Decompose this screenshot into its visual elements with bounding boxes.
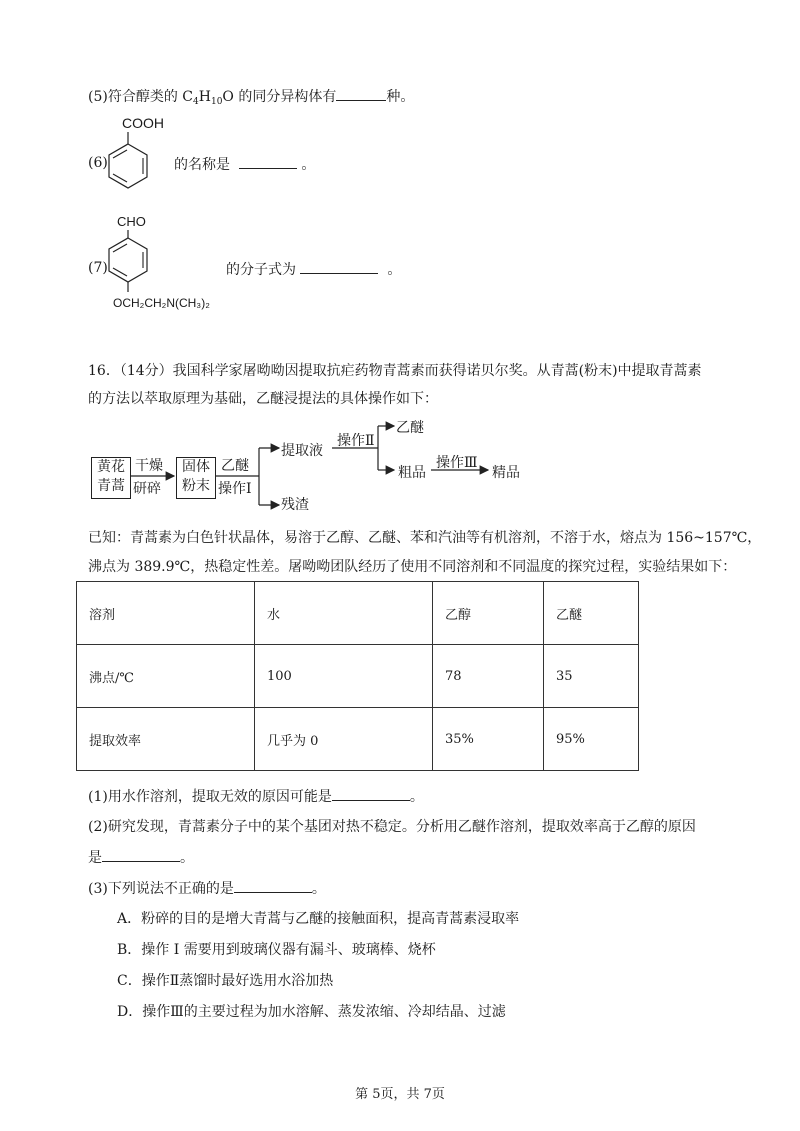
table-row [77,582,639,645]
answer-blank[interactable] [102,847,180,862]
table-row [77,645,639,708]
answer-blank[interactable] [332,786,410,801]
table-cell: 100 [255,645,433,708]
flow-box-powder: 固体 粉末 [176,457,216,499]
table-cell: 95% [544,708,639,771]
flow-op3: 操作Ⅲ [436,455,478,471]
flow-step2-bottom: 操作Ⅰ [218,481,252,497]
option-d[interactable]: D．操作Ⅲ的主要过程为加水溶解、蒸发浓缩、冷却结晶、过滤 [117,1004,506,1020]
table-cell: 沸点/℃ [77,645,255,708]
flow-step2-top: 乙醚 [221,458,249,474]
table-cell: 乙醚 [544,582,639,645]
table-cell: 水 [255,582,433,645]
table-cell: 35 [544,645,639,708]
table-cell: 几乎为 0 [255,708,433,771]
table-row [77,708,639,771]
flow-op2: 操作Ⅱ [337,433,375,449]
sub-question-3: (3)下列说法不正确的是 。 [88,878,326,898]
flow-fine: 精品 [492,465,520,481]
table-cell: 35% [433,708,544,771]
q16-known-line2: 沸点为 389.9℃，热稳定性差。屠呦呦团队经历了使用不同溶剂和不同温度的探究过程，实验结果如下： [88,559,737,575]
question-7-num: (7) [88,260,108,276]
flow-crude: 粗品 [398,465,426,481]
q16-intro-line1: 16．（14分）我国科学家屠呦呦因提取抗疟药物青蒿素而获得诺贝尔奖。从青蒿(粉末)中提取青蒿素 [88,363,702,379]
structure-group-top: CHO [117,214,146,229]
structure-group-label: COOH [122,115,164,131]
structure-group-bottom: OCH₂CH₂N(CH₃)₂ [113,296,210,310]
table-cell: 乙醇 [433,582,544,645]
sub-question-2-line2: 是 。 [88,847,194,867]
sub-question-2-line1: (2)研究发现，青蒿素分子中的某个基团对热不稳定。分析用乙醚作溶剂，提取效率高于乙醇的原因 [88,819,696,835]
flow-residue: 残渣 [281,497,309,513]
flow-step1-bottom: 研碎 [133,481,161,497]
option-b[interactable]: B．操作 I 需要用到玻璃仪器有漏斗、玻璃棒、烧杯 [117,942,436,958]
q16-intro-line2: 的方法以萃取原理为基础，乙醚浸提法的具体操作如下： [88,391,438,407]
question-7-text: 的分子式为 。 [226,259,401,279]
flow-step1-top: 干燥 [135,458,163,474]
results-table [76,581,639,771]
flow-ether: 乙醚 [396,420,424,436]
option-a[interactable]: A．粉碎的目的是增大青蒿与乙醚的接触面积，提高青蒿素浸取率 [117,911,520,927]
question-6-num: (6) [88,155,108,171]
question-6-text: 的名称是 。 [174,154,315,174]
flow-box-raw: 黄花 青蒿 [91,457,131,499]
table-cell: 溶剂 [77,582,255,645]
sub-question-1: (1)用水作溶剂，提取无效的原因可能是 。 [88,786,424,806]
option-c[interactable]: C．操作Ⅱ蒸馏时最好选用水浴加热 [117,973,334,989]
flow-arrows [0,0,800,560]
flow-extract: 提取液 [281,443,323,459]
question-5: (5)符合醇类的 $C_4H_{10}O$ 的同分异构体有 种。 [88,86,414,107]
answer-blank[interactable] [234,878,312,893]
table-cell: 提取效率 [77,708,255,771]
page-footer: 第 5页，共 7页 [355,1087,445,1102]
table-cell: 78 [433,645,544,708]
q16-known-line1: 已知：青蒿素为白色针状晶体，易溶于乙醇、乙醚、苯和汽油等有机溶剂，不溶于水，熔点为 156~157℃， [88,530,762,546]
